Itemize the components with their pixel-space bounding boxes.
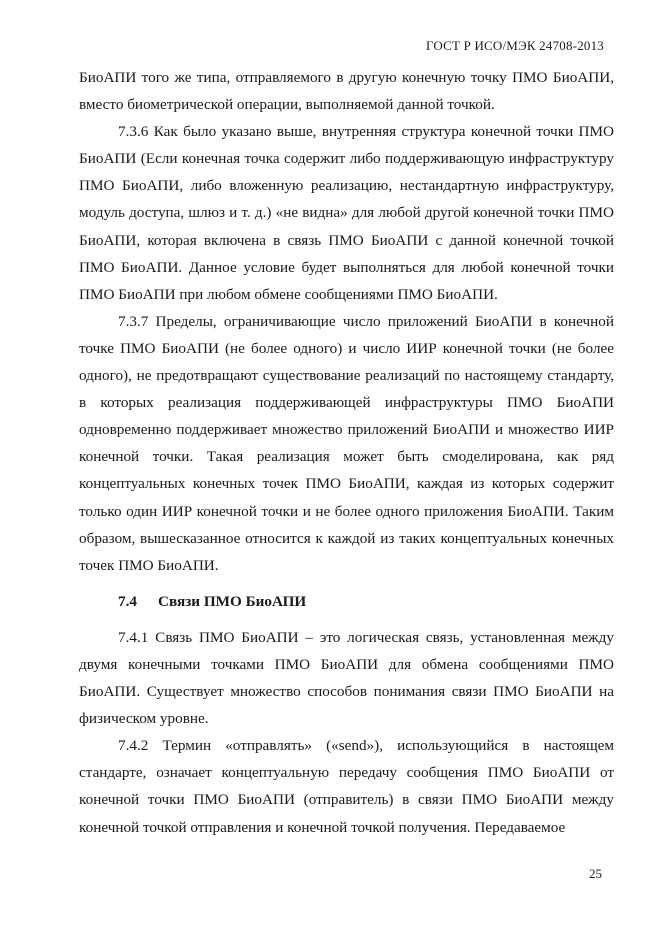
paragraph-7-4-1: 7.4.1 Связь ПМО БиоАПИ – это логическая связь, установленная между двумя конечными точками ПМО БиоАПИ для обмена сообщениями ПМО БиоАПИ. Существует множество способов понимания связи ПМО БиоАПИ на физическом уровне. (79, 628, 614, 728)
paragraph-7-4-2: 7.4.2 Термин «отправлять» («send»), использующийся в настоящем стандарте, означает концептуальную передачу сообщения ПМО БиоАПИ от конечной точки ПМО БиоАПИ (отправитель) в связи ПМО БиоАПИ между конечной точкой отправления и конечной точкой получения. Передаваемое (79, 737, 614, 836)
paragraph-7-3-6: 7.3.6 Как было указано выше, внутренняя структура конечной точки ПМО БиоАПИ (Если конечная точка содержит либо поддерживающую инфраструктуру ПМО БиоАПИ, либо вложенную реализацию, нестандартную инфраструктуру, модуль доступа, шлюз и т. д.) «не видна» для любой другой конечной точки ПМО БиоАПИ, которая включена в связь ПМО БиоАПИ с данной конечной точкой ПМО БиоАПИ. Данное условие будет выполняться для любой конечной точки ПМО БиоАПИ при любом обмене сообщениями ПМО БиоАПИ. (79, 123, 614, 303)
document-body (79, 64, 614, 841)
document-header: ГОСТ Р ИСО/МЭК 24708-2013 (425, 38, 604, 53)
page-number: 25 (589, 866, 602, 881)
section-number: 7.4 (118, 592, 137, 610)
section-heading (79, 588, 614, 615)
section-title: Связи ПМО БиоАПИ (158, 592, 307, 610)
paragraph-continuation: БиоАПИ того же типа, отправляемого в другую конечную точку ПМО БиоАПИ, вместо биометрической операции, выполняемой данной точкой. (79, 69, 614, 114)
paragraph-7-3-7: 7.3.7 Пределы, ограничивающие число приложений БиоАПИ в конечной точке ПМО БиоАПИ (не более одного) и число ИИР конечной точки (не более одного), не предотвращают существование реализаций по настоящему стандарту, в которых реализация поддерживающей инфраструктуры ПМО БиоАПИ одновременно поддерживает множество приложений БиоАПИ и множество ИИР конечной точки. Такая реализация может быть смоделирована, как ряд концептуальных конечных точек ПМО БиоАПИ, каждая из которых содержит только один ИИР конечной точки и не более одного приложения БиоАПИ. Таким образом, вышесказанное относится к каждой из таких концептуальных конечных точек ПМО БиоАПИ. (79, 312, 614, 574)
